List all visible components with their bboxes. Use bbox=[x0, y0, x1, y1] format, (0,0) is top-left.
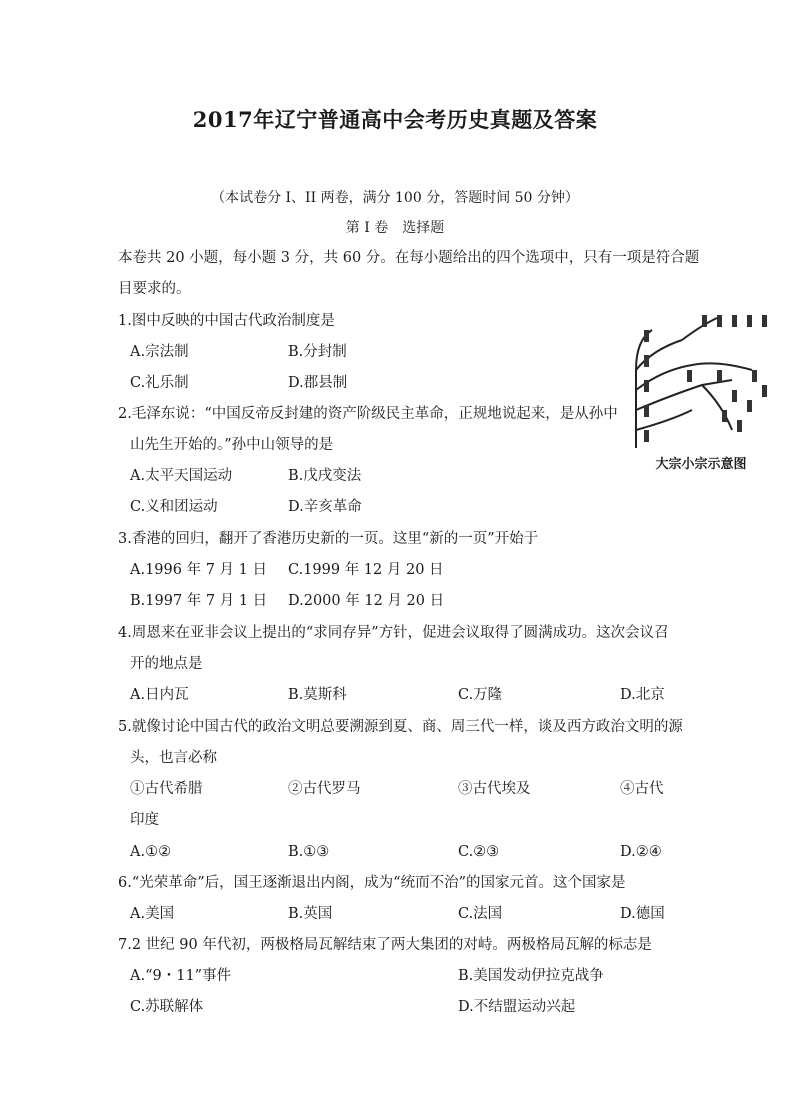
question-2-option-d: D.辛亥革命 bbox=[288, 499, 362, 515]
question-1-option-b: B.分封制 bbox=[288, 344, 347, 360]
question-3-option-d: D.2000 年 12 月 20 日 bbox=[288, 593, 445, 609]
section-heading: 第 I 卷 选择题 bbox=[345, 220, 445, 236]
question-7-option-a: A.“9・11”事件 bbox=[130, 968, 232, 984]
tree-illustration bbox=[622, 310, 780, 450]
question-1-option-c: C.礼乐制 bbox=[130, 375, 189, 391]
question-3-option-b: B.1997 年 7 月 1 日 bbox=[130, 593, 268, 609]
question-5-item-4-continued: 印度 bbox=[130, 812, 159, 828]
question-4-option-c: C.万隆 bbox=[458, 687, 503, 703]
lineage-tree-figure bbox=[622, 310, 780, 480]
page-title: 2017年辽宁普通高中会考历史真题及答案 bbox=[192, 107, 598, 132]
question-6-option-a: A.美国 bbox=[130, 906, 175, 922]
exam-info: （本试卷分 I、II 两卷，满分 100 分，答题时间 50 分钟） bbox=[211, 190, 579, 206]
question-3-option-c: C.1999 年 12 月 20 日 bbox=[288, 562, 444, 578]
question-2-option-a: A.太平天国运动 bbox=[130, 468, 233, 484]
question-3-option-a: A.1996 年 7 月 1 日 bbox=[130, 562, 267, 578]
question-1-option-d: D.郡县制 bbox=[288, 375, 348, 391]
question-7-option-b: B.美国发动伊拉克战争 bbox=[458, 968, 604, 984]
figure-caption: 大宗小宗示意图 bbox=[655, 457, 747, 472]
instructions-line-1: 本卷共 20 小题，每小题 3 分，共 60 分。在每小题给出的四个选项中，只有一项是符合题 bbox=[118, 250, 700, 266]
question-4-option-a: A.日内瓦 bbox=[130, 687, 189, 703]
question-6-option-d: D.德国 bbox=[620, 906, 665, 922]
question-7-stem: 7.2 世纪 90 年代初，两极格局瓦解结束了两大集团的对峙。两极格局瓦解的标志是 bbox=[118, 937, 652, 953]
question-4-option-b: B.莫斯科 bbox=[288, 687, 347, 703]
question-7-option-c: C.苏联解体 bbox=[130, 999, 204, 1015]
question-5-option-b: B.①③ bbox=[288, 844, 330, 860]
question-6-option-c: C.法国 bbox=[458, 906, 503, 922]
question-5-option-c: C.②③ bbox=[458, 844, 500, 860]
question-5-option-a: A.①② bbox=[130, 844, 172, 860]
question-5-item-4: ④古代 bbox=[620, 781, 664, 797]
question-7-option-d: D.不结盟运动兴起 bbox=[458, 999, 576, 1015]
question-2-option-c: C.义和团运动 bbox=[130, 499, 218, 515]
question-6-stem: 6.“光荣革命”后，国王逐渐退出内阁，成为“统而不治”的国家元首。这个国家是 bbox=[118, 875, 626, 891]
question-5-stem-line-2: 头，也言必称 bbox=[130, 750, 217, 766]
question-6-option-b: B.英国 bbox=[288, 906, 333, 922]
instructions-line-2: 目要求的。 bbox=[118, 281, 191, 297]
question-4-stem-line-1: 4.周恩来在亚非会议上提出的“求同存异”方针，促进会议取得了圆满成功。这次会议召 bbox=[118, 625, 669, 641]
question-4-option-d: D.北京 bbox=[620, 687, 665, 703]
question-4-stem-line-2: 开的地点是 bbox=[130, 656, 203, 672]
question-5-stem-line-1: 5.就像讨论中国古代的政治文明总要溯源到夏、商、周三代一样，谈及西方政治文明的源 bbox=[118, 719, 683, 735]
question-5-item-3: ③古代埃及 bbox=[458, 781, 531, 797]
question-3-stem: 3.香港的回归，翻开了香港历史新的一页。这里“新的一页”开始于 bbox=[118, 531, 539, 547]
question-5-option-d: D.②④ bbox=[620, 844, 662, 860]
question-2-stem-line-2: 山先生开始的。”孙中山领导的是 bbox=[130, 437, 334, 453]
question-1-stem: 1.图中反映的中国古代政治制度是 bbox=[118, 313, 335, 329]
question-1-option-a: A.宗法制 bbox=[130, 344, 189, 360]
question-5-item-2: ②古代罗马 bbox=[288, 781, 361, 797]
question-2-stem-line-1: 2.毛泽东说：“中国反帝反封建的资产阶级民主革命，正规地说起来，是从孙中 bbox=[118, 406, 618, 422]
question-5-item-1: ①古代希腊 bbox=[130, 781, 203, 797]
question-2-option-b: B.戊戌变法 bbox=[288, 468, 362, 484]
